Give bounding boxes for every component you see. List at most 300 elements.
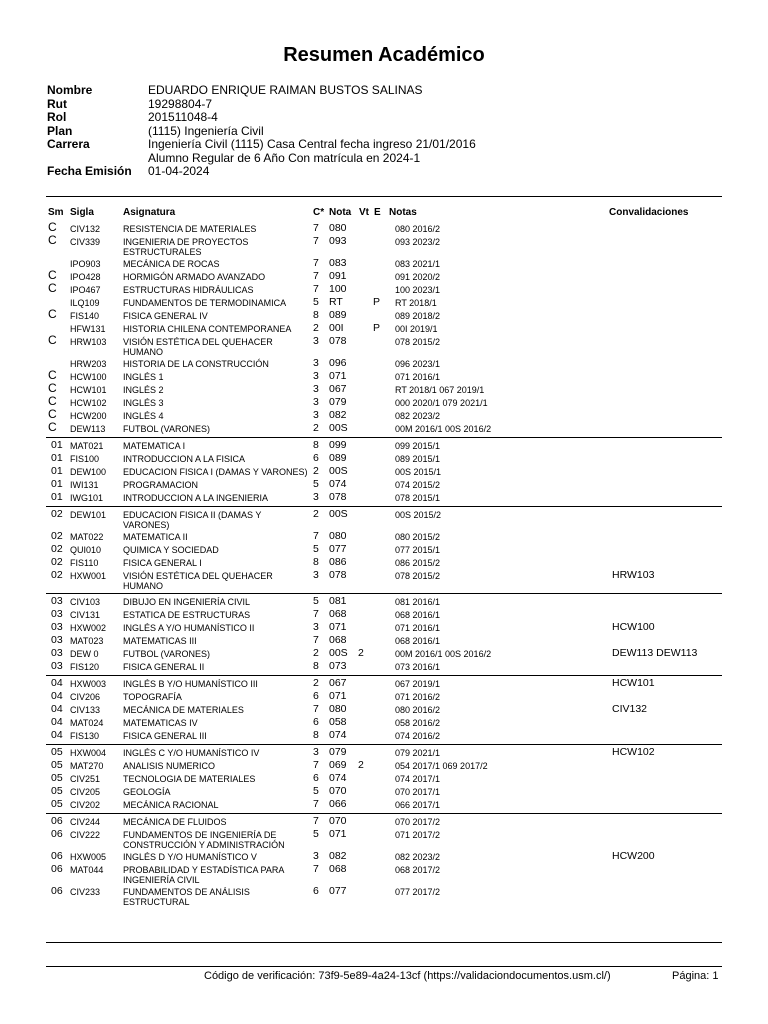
info-value: (1115) Ingeniería Civil xyxy=(148,123,264,138)
grade-cell: 00S xyxy=(329,647,348,659)
subject-cell: FISICA GENERAL II xyxy=(123,662,205,672)
semester-cell: C xyxy=(48,394,57,408)
col-vt: Vt xyxy=(359,207,369,218)
sigla-cell: HXW004 xyxy=(70,748,107,758)
grade-cell: 070 xyxy=(329,785,347,797)
sigla-cell: CIV222 xyxy=(70,830,101,840)
table-row xyxy=(0,358,768,371)
semester-cell: 04 xyxy=(51,729,63,741)
subject-cell: VISIÓN ESTÉTICA DEL QUEHACER HUMANO xyxy=(123,571,273,591)
subject-cell: HISTORIA CHILENA CONTEMPORANEA xyxy=(123,324,292,334)
table-row xyxy=(0,661,768,674)
credits-cell: 7 xyxy=(313,634,319,646)
semester-cell: 04 xyxy=(51,703,63,715)
col-creditos: C* xyxy=(313,207,325,218)
subject-cell: MATEMATICA I xyxy=(123,441,186,451)
credits-cell: 2 xyxy=(313,508,319,520)
subject-cell: INGLÉS A Y/O HUMANÍSTICO II xyxy=(123,623,255,633)
info-label: Rol xyxy=(47,110,67,124)
table-header xyxy=(0,206,768,219)
subject-cell: INGLÉS D Y/O HUMANÍSTICO V xyxy=(123,852,257,862)
grades-history-cell: 089 2015/1 xyxy=(395,454,441,464)
credits-cell: 3 xyxy=(313,357,319,369)
credits-cell: 5 xyxy=(313,543,319,555)
semester-cell: 06 xyxy=(51,815,63,827)
table-row xyxy=(0,268,768,284)
credits-cell: 5 xyxy=(313,785,319,797)
grades-history-cell: 099 2015/1 xyxy=(395,441,441,451)
sigla-cell: QUI010 xyxy=(70,545,102,555)
subject-cell: ESTRUCTURAS HIDRÁULICAS xyxy=(123,285,254,295)
credits-cell: 3 xyxy=(313,335,319,347)
credits-cell: 6 xyxy=(313,690,319,702)
credits-cell: 7 xyxy=(313,608,319,620)
grade-cell: 099 xyxy=(329,439,347,451)
info-row xyxy=(47,84,476,98)
course-table xyxy=(0,220,768,908)
grade-cell: 068 xyxy=(329,863,347,875)
info-value: 201511048-4 xyxy=(148,110,218,124)
divider-bottom xyxy=(46,942,722,943)
subject-cell: HISTORIA DE LA CONSTRUCCIÓN xyxy=(123,359,269,369)
sigla-cell: IPO467 xyxy=(70,285,101,295)
info-value: 01-04-2024 xyxy=(148,164,210,178)
sigla-cell: CIV103 xyxy=(70,597,101,607)
grades-history-cell: 00S 2015/2 xyxy=(395,510,442,520)
grade-cell: 00S xyxy=(329,422,348,434)
sigla-cell: MAT270 xyxy=(70,761,104,771)
grades-history-cell: 071 2016/1 xyxy=(395,372,441,382)
table-row xyxy=(0,760,768,773)
semester-cell: 03 xyxy=(51,647,63,659)
subject-cell: MECÁNICA DE ROCAS xyxy=(123,259,220,269)
attempts-cell: 2 xyxy=(358,759,364,771)
subject-cell: EDUCACION FISICA I (DAMAS Y VARONES) xyxy=(123,467,308,477)
table-row xyxy=(0,466,768,479)
table-row xyxy=(0,786,768,799)
credits-cell: 2 xyxy=(313,465,319,477)
grade-cell: 067 xyxy=(329,677,347,689)
sigla-cell: IPO428 xyxy=(70,272,101,282)
credits-cell: 7 xyxy=(313,283,319,295)
subject-cell: ESTATICA DE ESTRUCTURAS xyxy=(123,610,251,620)
table-row xyxy=(0,281,768,297)
subject-cell: DIBUJO EN INGENIERÍA CIVIL xyxy=(123,597,251,607)
sigla-cell: CIV244 xyxy=(70,817,101,827)
grades-history-cell: 00M 2016/1 00S 2016/2 xyxy=(395,649,492,659)
sigla-cell: CIV131 xyxy=(70,610,101,620)
sigla-cell: DEW 0 xyxy=(70,649,99,659)
credits-cell: 3 xyxy=(313,370,319,382)
convalidation-cell: HCW100 xyxy=(612,621,655,633)
page-number: Página: 1 xyxy=(672,970,719,982)
semester-cell: 02 xyxy=(51,543,63,555)
subject-cell: FUTBOL (VARONES) xyxy=(123,649,211,659)
grade-cell: 00I xyxy=(329,322,344,334)
page-title: Resumen Académico xyxy=(283,44,485,66)
info-label: Plan xyxy=(47,123,73,138)
semester-cell: C xyxy=(48,368,57,382)
info-row xyxy=(47,138,476,152)
credits-cell: 6 xyxy=(313,772,319,784)
credits-cell: 7 xyxy=(313,703,319,715)
semester-cell: 04 xyxy=(51,690,63,702)
table-row xyxy=(0,816,768,829)
subject-cell: PROGRAMACION xyxy=(123,480,199,490)
grade-cell: 074 xyxy=(329,772,347,784)
grade-cell: 069 xyxy=(329,759,347,771)
status-cell: P xyxy=(373,296,381,308)
semester-cell: C xyxy=(48,233,57,247)
credits-cell: 5 xyxy=(313,595,319,607)
grades-history-cell: 080 2015/2 xyxy=(395,532,441,542)
sigla-cell: MAT024 xyxy=(70,718,104,728)
grade-cell: 080 xyxy=(329,222,347,234)
grades-history-cell: 082 2023/2 xyxy=(395,411,441,421)
grade-cell: 082 xyxy=(329,850,347,862)
sigla-cell: CIV133 xyxy=(70,705,101,715)
subject-cell: QUIMICA Y SOCIEDAD xyxy=(123,545,219,555)
grade-cell: 089 xyxy=(329,309,347,321)
semester-divider xyxy=(46,593,722,594)
grade-cell: 058 xyxy=(329,716,347,728)
info-row xyxy=(47,165,476,179)
credits-cell: 2 xyxy=(313,422,319,434)
col-asignatura: Asignatura xyxy=(123,207,176,218)
table-row xyxy=(0,394,768,410)
subject-cell: FISICA GENERAL III xyxy=(123,731,207,741)
col-notas: Notas xyxy=(389,207,417,218)
grade-cell: 074 xyxy=(329,729,347,741)
sigla-cell: CIV202 xyxy=(70,800,101,810)
col-sm: Sm xyxy=(48,207,64,218)
grades-history-cell: 054 2017/1 069 2017/2 xyxy=(395,761,488,771)
table-row xyxy=(0,307,768,323)
grade-cell: 068 xyxy=(329,634,347,646)
grades-history-cell: 089 2018/2 xyxy=(395,311,441,321)
sigla-cell: FIS110 xyxy=(70,558,99,568)
grade-cell: 078 xyxy=(329,569,347,581)
semester-cell: C xyxy=(48,268,57,282)
grades-history-cell: 100 2023/1 xyxy=(395,285,441,295)
credits-cell: 3 xyxy=(313,621,319,633)
subject-cell: FISICA GENERAL I xyxy=(123,558,202,568)
subject-cell: MECÁNICA DE FLUIDOS xyxy=(123,817,227,827)
table-row xyxy=(0,829,768,851)
grades-history-cell: 077 2017/2 xyxy=(395,887,441,897)
table-row xyxy=(0,381,768,397)
attempts-cell: 2 xyxy=(358,647,364,659)
sigla-cell: CIV251 xyxy=(70,774,101,784)
semester-cell: 03 xyxy=(51,595,63,607)
grades-history-cell: 071 2016/1 xyxy=(395,623,441,633)
subject-cell: FUNDAMENTOS DE INGENIERÍA DE CONSTRUCCIÓN Y ADMINISTRACIÓN xyxy=(123,830,285,850)
info-value: Alumno Regular de 6 Año Con matrícula en 2024-1 xyxy=(148,150,421,165)
col-sigla: Sigla xyxy=(70,207,94,218)
semester-cell: 03 xyxy=(51,660,63,672)
grade-cell: 078 xyxy=(329,335,347,347)
semester-cell: 02 xyxy=(51,569,63,581)
grades-history-cell: 074 2017/1 xyxy=(395,774,441,784)
sigla-cell: HCW102 xyxy=(70,398,107,408)
sigla-cell: HXW003 xyxy=(70,679,107,689)
sigla-cell: HCW200 xyxy=(70,411,107,421)
info-label: Rut xyxy=(47,96,67,111)
semester-cell: 01 xyxy=(51,452,63,464)
credits-cell: 6 xyxy=(313,452,319,464)
credits-cell: 5 xyxy=(313,828,319,840)
subject-cell: FUNDAMENTOS DE ANÁLISIS ESTRUCTURAL xyxy=(123,887,250,907)
grades-history-cell: 083 2021/1 xyxy=(395,259,441,269)
col-e: E xyxy=(374,207,381,218)
grade-cell: 00S xyxy=(329,465,348,477)
grade-cell: 086 xyxy=(329,556,347,568)
credits-cell: 7 xyxy=(313,257,319,269)
semester-cell: 04 xyxy=(51,677,63,689)
grade-cell: 070 xyxy=(329,815,347,827)
grades-history-cell: 091 2020/2 xyxy=(395,272,441,282)
subject-cell: FISICA GENERAL IV xyxy=(123,311,208,321)
sigla-cell: DEW113 xyxy=(70,424,106,434)
semester-cell: 01 xyxy=(51,478,63,490)
info-label: Carrera xyxy=(47,137,90,151)
grades-history-cell: 074 2016/2 xyxy=(395,731,441,741)
verification-code: Código de verificación: 73f9-5e89-4a24-13cf (https://validaciondocumentos.usm.cl/) xyxy=(204,970,611,982)
semester-cell: 06 xyxy=(51,828,63,840)
semester-cell: 01 xyxy=(51,491,63,503)
table-row xyxy=(0,368,768,384)
credits-cell: 3 xyxy=(313,491,319,503)
sigla-cell: MAT021 xyxy=(70,441,104,451)
sigla-cell: HRW103 xyxy=(70,337,107,347)
info-row xyxy=(47,98,476,112)
credits-cell: 7 xyxy=(313,815,319,827)
semester-cell: C xyxy=(48,420,57,434)
grade-cell: 089 xyxy=(329,452,347,464)
credits-cell: 8 xyxy=(313,729,319,741)
credits-cell: 3 xyxy=(313,383,319,395)
credits-cell: 3 xyxy=(313,569,319,581)
subject-cell: HORMIGÓN ARMADO AVANZADO xyxy=(123,272,266,282)
table-row xyxy=(0,691,768,704)
grades-history-cell: 079 2021/1 xyxy=(395,748,441,758)
semester-cell: 05 xyxy=(51,798,63,810)
sigla-cell: CIV339 xyxy=(70,237,101,247)
table-row xyxy=(0,323,768,336)
info-label: Fecha Emisión xyxy=(47,164,132,178)
grades-history-cell: 078 2015/2 xyxy=(395,571,441,581)
grade-cell: 073 xyxy=(329,660,347,672)
grade-cell: 068 xyxy=(329,608,347,620)
grades-history-cell: 081 2016/1 xyxy=(395,597,441,607)
table-row xyxy=(0,864,768,886)
sigla-cell: FIS120 xyxy=(70,662,100,672)
semester-cell: 04 xyxy=(51,716,63,728)
sigla-cell: FIS100 xyxy=(70,454,100,464)
grade-cell: 074 xyxy=(329,478,347,490)
credits-cell: 7 xyxy=(313,759,319,771)
credits-cell: 6 xyxy=(313,885,319,897)
grade-cell: 078 xyxy=(329,491,347,503)
grades-history-cell: 078 2015/2 xyxy=(395,337,441,347)
grades-history-cell: 068 2017/2 xyxy=(395,865,441,875)
grades-history-cell: 000 2020/1 079 2021/1 xyxy=(395,398,488,408)
credits-cell: 7 xyxy=(313,222,319,234)
credits-cell: 3 xyxy=(313,396,319,408)
credits-cell: 2 xyxy=(313,322,319,334)
sigla-cell: DEW101 xyxy=(70,510,107,520)
convalidation-cell: HRW103 xyxy=(612,569,655,581)
table-row xyxy=(0,297,768,310)
info-row xyxy=(47,152,476,166)
subject-cell: GEOLOGÍA xyxy=(123,787,171,797)
sigla-cell: CIV205 xyxy=(70,787,101,797)
semester-divider xyxy=(46,744,722,745)
info-label xyxy=(47,152,148,166)
grade-cell: 081 xyxy=(329,595,347,607)
grades-history-cell: 071 2017/2 xyxy=(395,830,441,840)
subject-cell: MATEMATICAS III xyxy=(123,636,197,646)
subject-cell: INGLÉS C Y/O HUMANÍSTICO IV xyxy=(123,748,260,758)
grades-history-cell: 082 2023/2 xyxy=(395,852,441,862)
sigla-cell: HFW131 xyxy=(70,324,106,334)
semester-cell: 05 xyxy=(51,746,63,758)
subject-cell: VISIÓN ESTÉTICA DEL QUEHACER HUMANO xyxy=(123,337,273,357)
info-value: Ingeniería Civil (1115) Casa Central fecha ingreso 21/01/2016 xyxy=(148,137,476,151)
grade-cell: 066 xyxy=(329,798,347,810)
sigla-cell: MAT044 xyxy=(70,865,104,875)
grades-history-cell: RT 2018/1 xyxy=(395,298,437,308)
credits-cell: 5 xyxy=(313,478,319,490)
table-row xyxy=(0,648,768,661)
sigla-cell: IPO903 xyxy=(70,259,101,269)
credits-cell: 3 xyxy=(313,850,319,862)
credits-cell: 7 xyxy=(313,863,319,875)
credits-cell: 7 xyxy=(313,270,319,282)
subject-cell: PROBABILIDAD Y ESTADÍSTICA PARA INGENIERÍA CIVIL xyxy=(123,865,284,885)
semester-cell: 06 xyxy=(51,885,63,897)
sigla-cell: DEW100 xyxy=(70,467,107,477)
sigla-cell: IWI131 xyxy=(70,480,99,490)
table-row xyxy=(0,420,768,436)
grade-cell: 083 xyxy=(329,257,347,269)
table-row xyxy=(0,596,768,609)
table-row xyxy=(0,570,768,592)
table-row xyxy=(0,622,768,635)
credits-cell: 7 xyxy=(313,798,319,810)
sigla-cell: CIV132 xyxy=(70,224,101,234)
grade-cell: 080 xyxy=(329,703,347,715)
table-row xyxy=(0,678,768,691)
semester-cell: C xyxy=(48,220,57,234)
grades-history-cell: 080 2016/2 xyxy=(395,224,441,234)
convalidation-cell: HCW101 xyxy=(612,677,655,689)
grade-cell: 093 xyxy=(329,235,347,247)
credits-cell: 6 xyxy=(313,716,319,728)
table-row xyxy=(0,333,768,358)
sigla-cell: FIS130 xyxy=(70,731,100,741)
sigla-cell: CIV206 xyxy=(70,692,101,702)
credits-cell: 5 xyxy=(313,296,319,308)
credits-cell: 2 xyxy=(313,677,319,689)
grades-history-cell: 071 2016/2 xyxy=(395,692,441,702)
credits-cell: 8 xyxy=(313,309,319,321)
grade-cell: 00S xyxy=(329,508,348,520)
credits-cell: 7 xyxy=(313,235,319,247)
table-row xyxy=(0,258,768,271)
semester-cell: 05 xyxy=(51,772,63,784)
sigla-cell: HXW002 xyxy=(70,623,107,633)
subject-cell: INTRODUCCION A LA INGENIERIA xyxy=(123,493,269,503)
grades-history-cell: 096 2023/1 xyxy=(395,359,441,369)
table-row xyxy=(0,747,768,760)
semester-cell: 03 xyxy=(51,634,63,646)
credits-cell: 7 xyxy=(313,530,319,542)
grades-history-cell: 073 2016/1 xyxy=(395,662,441,672)
semester-cell: 05 xyxy=(51,759,63,771)
table-row xyxy=(0,220,768,236)
col-nota: Nota xyxy=(329,207,352,218)
semester-cell: 03 xyxy=(51,608,63,620)
table-row xyxy=(0,886,768,908)
grade-cell: 080 xyxy=(329,530,347,542)
semester-cell: 02 xyxy=(51,556,63,568)
grade-cell: 096 xyxy=(329,357,347,369)
grades-history-cell: 093 2023/2 xyxy=(395,237,441,247)
status-cell: P xyxy=(373,322,381,334)
sigla-cell: MAT023 xyxy=(70,636,104,646)
table-row xyxy=(0,773,768,786)
semester-cell: C xyxy=(48,407,57,421)
footer-divider xyxy=(46,966,722,967)
info-row xyxy=(47,125,476,139)
semester-cell: 03 xyxy=(51,621,63,633)
col-convalidaciones: Convalidaciones xyxy=(609,207,689,218)
table-row xyxy=(0,479,768,492)
table-row xyxy=(0,544,768,557)
footer xyxy=(0,969,768,983)
grades-history-cell: 058 2016/2 xyxy=(395,718,441,728)
subject-cell: EDUCACION FISICA II (DAMAS Y VARONES) xyxy=(123,510,262,530)
table-row xyxy=(0,233,768,258)
semester-divider xyxy=(46,437,722,438)
credits-cell: 2 xyxy=(313,647,319,659)
grade-cell: 079 xyxy=(329,396,347,408)
grades-history-cell: 070 2017/2 xyxy=(395,817,441,827)
semester-cell: C xyxy=(48,307,57,321)
convalidation-cell: CIV132 xyxy=(612,703,648,715)
sigla-cell: HCW100 xyxy=(70,372,107,382)
sigla-cell: MAT022 xyxy=(70,532,104,542)
sigla-cell: HXW005 xyxy=(70,852,107,862)
subject-cell: ANALISIS NUMERICO xyxy=(123,761,216,771)
credits-cell: 8 xyxy=(313,660,319,672)
semester-cell: C xyxy=(48,281,57,295)
grade-cell: 077 xyxy=(329,885,347,897)
convalidation-cell: HCW102 xyxy=(612,746,655,758)
sigla-cell: IWG101 xyxy=(70,493,104,503)
subject-cell: INGLÉS B Y/O HUMANÍSTICO III xyxy=(123,679,258,689)
subject-cell: INGLÉS 1 xyxy=(123,372,164,382)
grade-cell: 067 xyxy=(329,383,347,395)
subject-cell: RESISTENCIA DE MATERIALES xyxy=(123,224,257,234)
semester-divider xyxy=(46,813,722,814)
grades-history-cell: 078 2015/1 xyxy=(395,493,441,503)
semester-cell: 06 xyxy=(51,850,63,862)
info-value: EDUARDO ENRIQUE RAIMAN BUSTOS SALINAS xyxy=(148,83,423,97)
semester-divider xyxy=(46,506,722,507)
grades-history-cell: 080 2016/2 xyxy=(395,705,441,715)
